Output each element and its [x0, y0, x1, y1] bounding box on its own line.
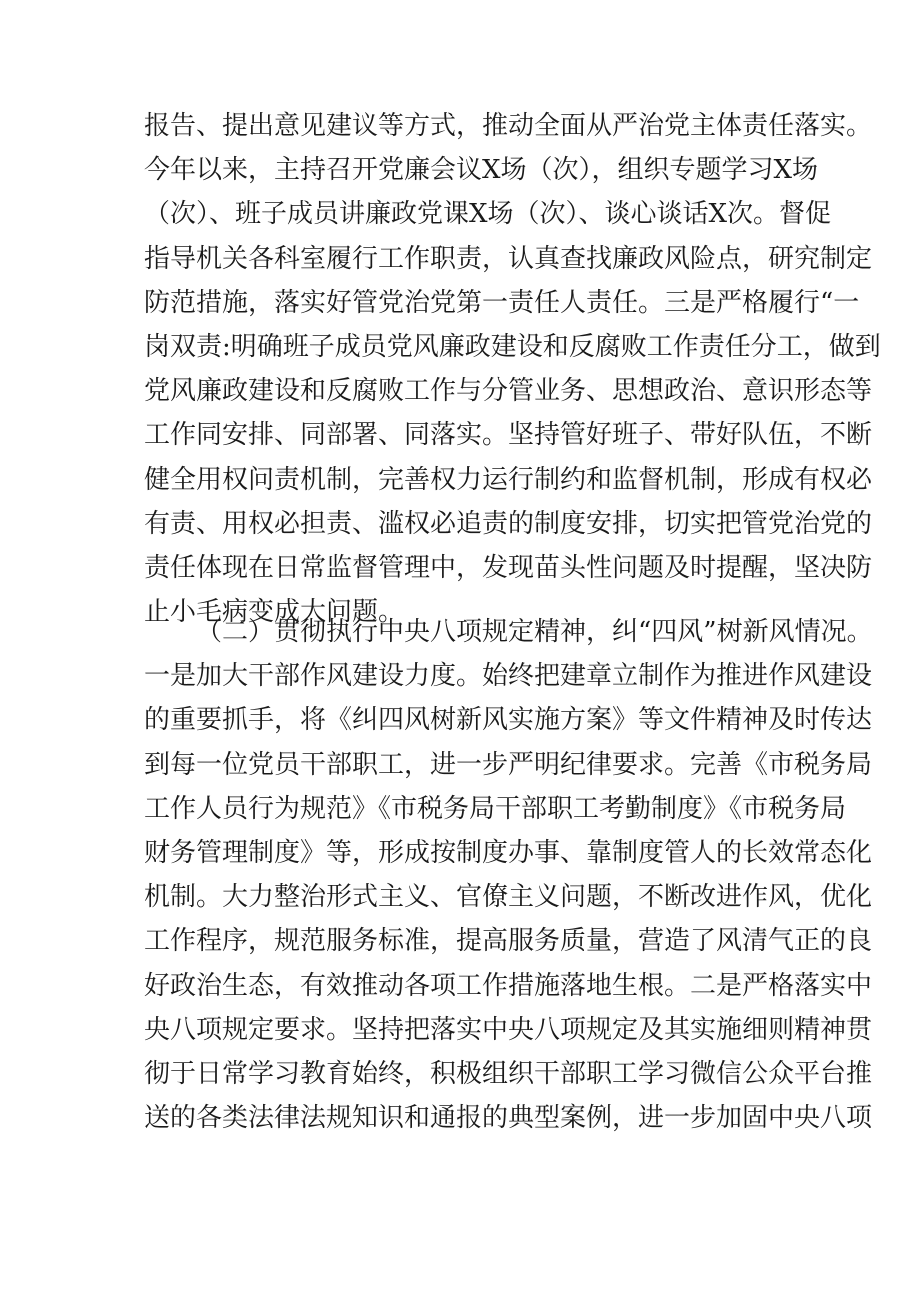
text-line: 央八项规定要求。坚持把落实中央八项规定及其实施细则精神贯 [144, 1014, 873, 1045]
text-line: 岗双责:明确班子成员党风廉政建设和反腐败工作责任分工，做到 [144, 331, 881, 362]
text-line: 机制。大力整治形式主义、官僚主义问题，不断改进作风，优化 [144, 882, 873, 913]
text-line: 送的各类法律法规知识和通报的典型案例，进一步加固中央八项 [144, 1103, 873, 1134]
text-line: 责任体现在日常监督管理中，发现苗头性问题及时提醒，坚决防 [144, 552, 873, 583]
text-line: 党风廉政建设和反腐败工作与分管业务、思想政治、意识形态等 [144, 376, 873, 407]
text-line: 指导机关各科室履行工作职责，认真查找廉政风险点，研究制定 [144, 243, 873, 274]
text-line: 一是加大干部作风建设力度。始终把建章立制作为推进作风建设 [144, 661, 873, 692]
text-line: 止小毛病变成大问题。 [144, 597, 405, 628]
text-line: 工作人员行为规范》《市税务局干部职工考勤制度》《市税务局 [144, 793, 847, 824]
text-line: 财务管理制度》等，形成按制度办事、靠制度管人的长效常态化 [144, 837, 873, 868]
text-line: 健全用权问责机制，完善权力运行制约和监督机制，形成有权必 [144, 464, 873, 495]
text-line: 报告、提出意见建议等方式，推动全面从严治党主体责任落实。 [144, 111, 873, 141]
section-heading-line: （二）贯彻执行中央八项规定精神，纠“四风”树新风情况。 [196, 617, 873, 647]
text-line: 今年以来，主持召开党廉会议X场（次），组织专题学习X场 [144, 155, 819, 186]
text-line: 有责、用权必担责、滥权必追责的制度安排，切实把管党治党的 [144, 508, 873, 539]
text-line: 的重要抓手，将《纠四风树新风实施方案》等文件精神及时传达 [144, 705, 873, 736]
text-line: 工作程序，规范服务标准，提高服务质量，营造了风清气正的良 [144, 926, 873, 957]
text-line: 防范措施，落实好管党治党第一责任人责任。三是严格履行“一 [144, 287, 860, 318]
text-line: （次）、班子成员讲廉政党课X场（次）、谈心谈话X次。督促 [144, 199, 832, 230]
text-line: 到每一位党员干部职工，进一步严明纪律要求。完善《市税务局 [144, 749, 873, 780]
text-line: 彻于日常学习教育始终，积极组织干部职工学习微信公众平台推 [144, 1058, 873, 1089]
text-line: 好政治生态，有效推动各项工作措施落地生根。二是严格落实中 [144, 970, 873, 1001]
paragraph-eight-rules [144, 610, 873, 1140]
text-line: 工作同安排、同部署、同落实。坚持管好班子、带好队伍，不断 [144, 420, 873, 451]
